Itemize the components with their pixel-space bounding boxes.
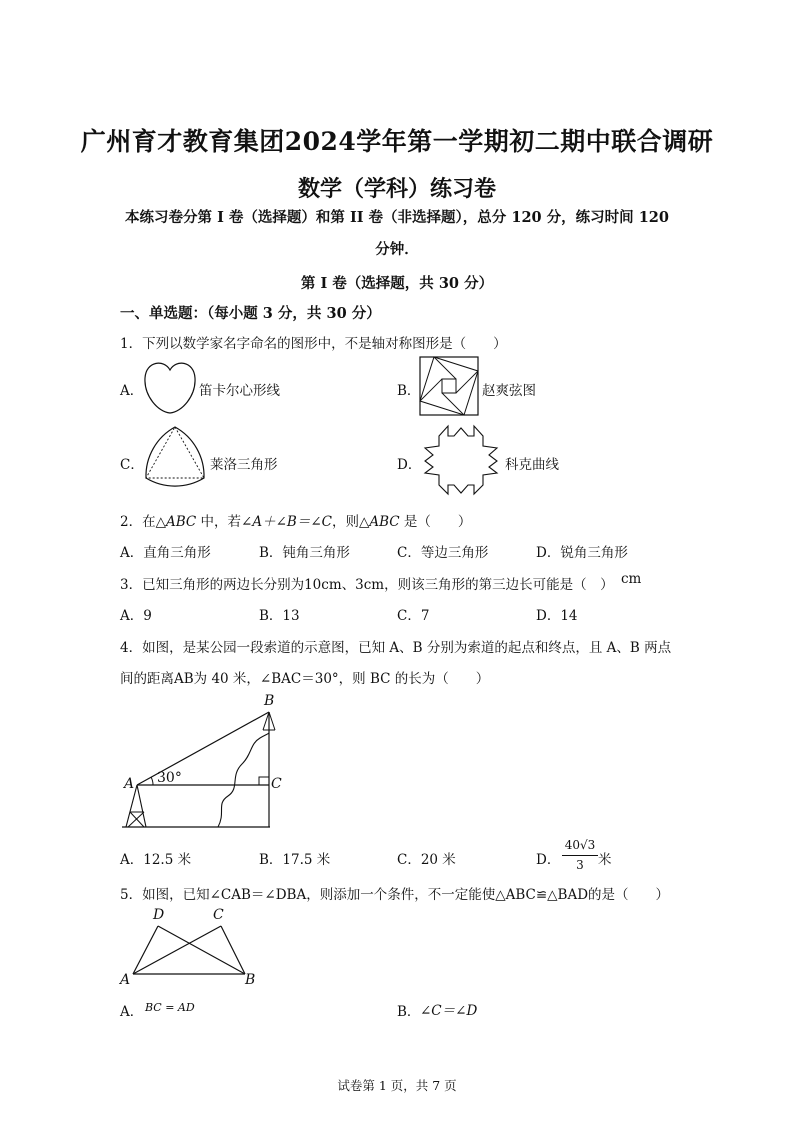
q3-option-c: C．7 [397,608,430,624]
q4-stem-line-2: 间的距离AB为 40 米，∠BAC＝30°，则 BC 的长为（ ） [120,671,490,687]
page-footer: 试卷第 1 页，共 7 页 [337,1078,457,1093]
q5-option-b: ∠C＝∠D [420,1003,478,1019]
page-title: 广州育才教育集团2024学年第一学期初二期中联合调研 [80,127,714,156]
q3-option-d: D．14 [536,608,578,624]
q1-option-d-label: 科克曲线 [505,457,559,473]
page-subtitle: 数学（学科）练习卷 [297,176,496,202]
q4-option-d-unit: 米 [598,852,612,868]
q4-angle-label: 30° [157,770,182,786]
q2-triangle-name: ABC [165,514,197,530]
q2-stem-part: ，则△ [331,514,370,530]
q4-cable-car-figure [118,692,298,834]
q1-option-a-letter: A． [120,383,144,399]
q5-option-a: BC = AD [145,1001,195,1014]
section1-header: 一、单选题：（每小题 3 分，共 30 分） [120,305,381,322]
q4-option-c: C．20 米 [397,852,456,868]
q3-option-b: B．13 [259,608,300,624]
q2-stem [120,510,471,530]
q1-option-d-letter: D． [397,457,422,473]
q2-angle-expression: A＋∠B＝∠C [252,514,332,530]
q5-label-d: D [153,907,165,923]
q1-option-c-label: 莱洛三角形 [210,457,278,473]
koch-curve-figure-icon [418,424,504,496]
reuleaux-triangle-figure-icon [142,423,208,489]
q4-option-d-numerator: 40√3 [564,838,596,852]
fraction-bar [562,855,598,856]
intro-line-2: 分钟． [375,241,419,258]
cardioid-figure-icon [142,358,198,416]
intro-line-1: 本练习卷分第 I 卷（选择题）和第 II 卷（非选择题），总分 120 分，练习时间 120 [125,209,669,226]
q4-label-a: A [124,776,135,792]
q1-option-b-letter: B． [397,383,421,399]
part1-header: 第 I 卷（选择题，共 30 分） [300,275,494,292]
q4-stem-line-1: 4．如图，是某公园一段索道的示意图，已知 A、B 分别为索道的起点和终点，且 A、B 两点 [120,640,672,656]
q5-triangles-figure [125,918,255,982]
q5-option-b-letter: B． [397,1004,421,1020]
q4-option-b: B．17.5 米 [259,852,331,868]
zhao-shuang-square-figure-icon [418,355,480,417]
q5-label-b: B [245,972,256,988]
q4-label-c: C [271,776,282,792]
q4-option-a: A．12.5 米 [120,852,192,868]
q5-option-a-letter: A． [120,1004,144,1020]
q1-option-a-label: 笛卡尔心形线 [199,383,280,399]
q4-option-d-denominator: 3 [576,858,584,872]
q2-stem-part: 2．在△ [120,514,166,530]
q2-option-c: C．等边三角形 [397,545,489,561]
q4-option-d-letter: D． [536,852,561,868]
q3-stem: 3．已知三角形的两边长分别为10cm、3cm，则该三角形的第三边长可能是（ ） [120,577,614,593]
q5-stem: 5．如图，已知∠CAB＝∠DBA，则添加一个条件，不一定能使△ABC≌△BAD的是（ ） [120,887,670,903]
q2-option-b: B．钝角三角形 [259,545,350,561]
q2-stem-part: 中，若∠ [196,514,253,530]
q2-option-a: A．直角三角形 [120,545,211,561]
q5-label-a: A [120,972,131,988]
q3-unit: cm [621,571,642,587]
q3-option-a: A．9 [120,608,152,624]
q1-option-c-letter: C． [120,457,144,473]
q2-stem-part: 是（ ） [399,514,472,530]
q5-label-c: C [213,907,224,923]
q4-label-b: B [264,693,275,709]
q2-option-d: D．锐角三角形 [536,545,628,561]
q1-option-b-label: 赵爽弦图 [482,383,536,399]
q1-stem: 1．下列以数学家名字命名的图形中，不是轴对称图形是（ ） [120,336,507,352]
q2-triangle-name: ABC [369,514,400,530]
